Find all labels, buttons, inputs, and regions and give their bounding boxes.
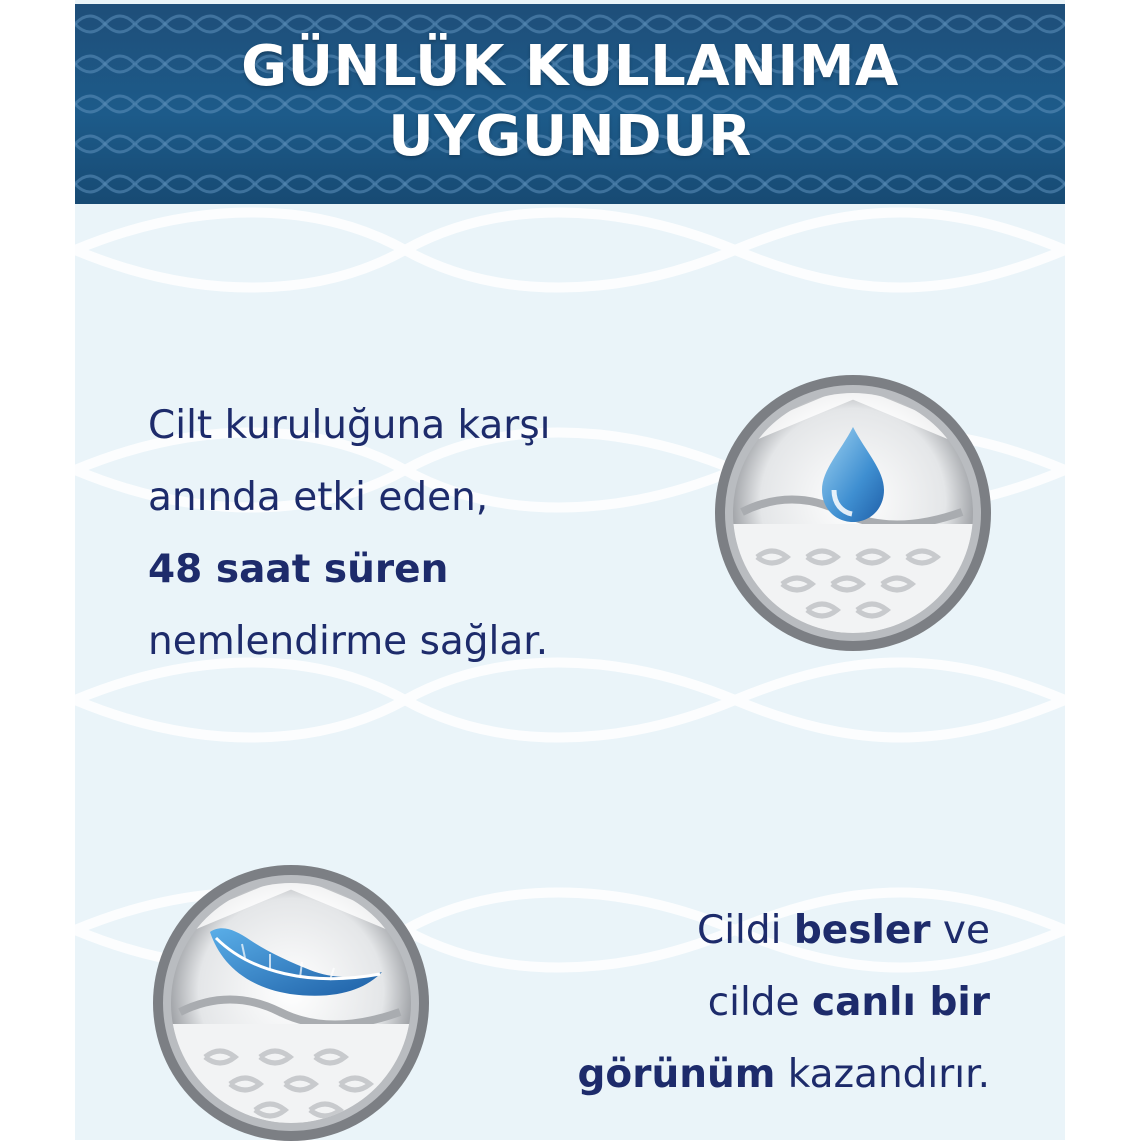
feature1-line-1: Cilt kuruluğuna karşı	[148, 403, 551, 448]
feature2-line-1-pre: Cildi	[696, 908, 794, 953]
feature2-highlight-3: görünüm	[577, 1052, 776, 1097]
feather-icon	[150, 862, 432, 1144]
feature1-line-4: nemlendirme sağlar.	[148, 619, 549, 664]
title-line-1: GÜNLÜK KULLANIMA	[241, 34, 899, 99]
water-drop-icon	[712, 372, 994, 654]
feature2-line-2-pre: cilde	[707, 980, 812, 1025]
feature-nourish-text	[578, 895, 991, 1111]
feature2-highlight-1: besler	[793, 908, 931, 953]
feature-moisture-text	[148, 390, 550, 678]
header-banner	[75, 4, 1065, 204]
feature2-line-3-post: kazandırır.	[775, 1052, 990, 1097]
feature2-line-1-post: ve	[930, 908, 990, 953]
page-title	[75, 32, 1065, 172]
feature2-highlight-2: canlı bir	[811, 980, 990, 1025]
feature1-highlight: 48 saat süren	[148, 547, 449, 592]
title-line-2: UYGUNDUR	[388, 104, 752, 169]
feature1-line-2: anında etki eden,	[148, 475, 489, 520]
